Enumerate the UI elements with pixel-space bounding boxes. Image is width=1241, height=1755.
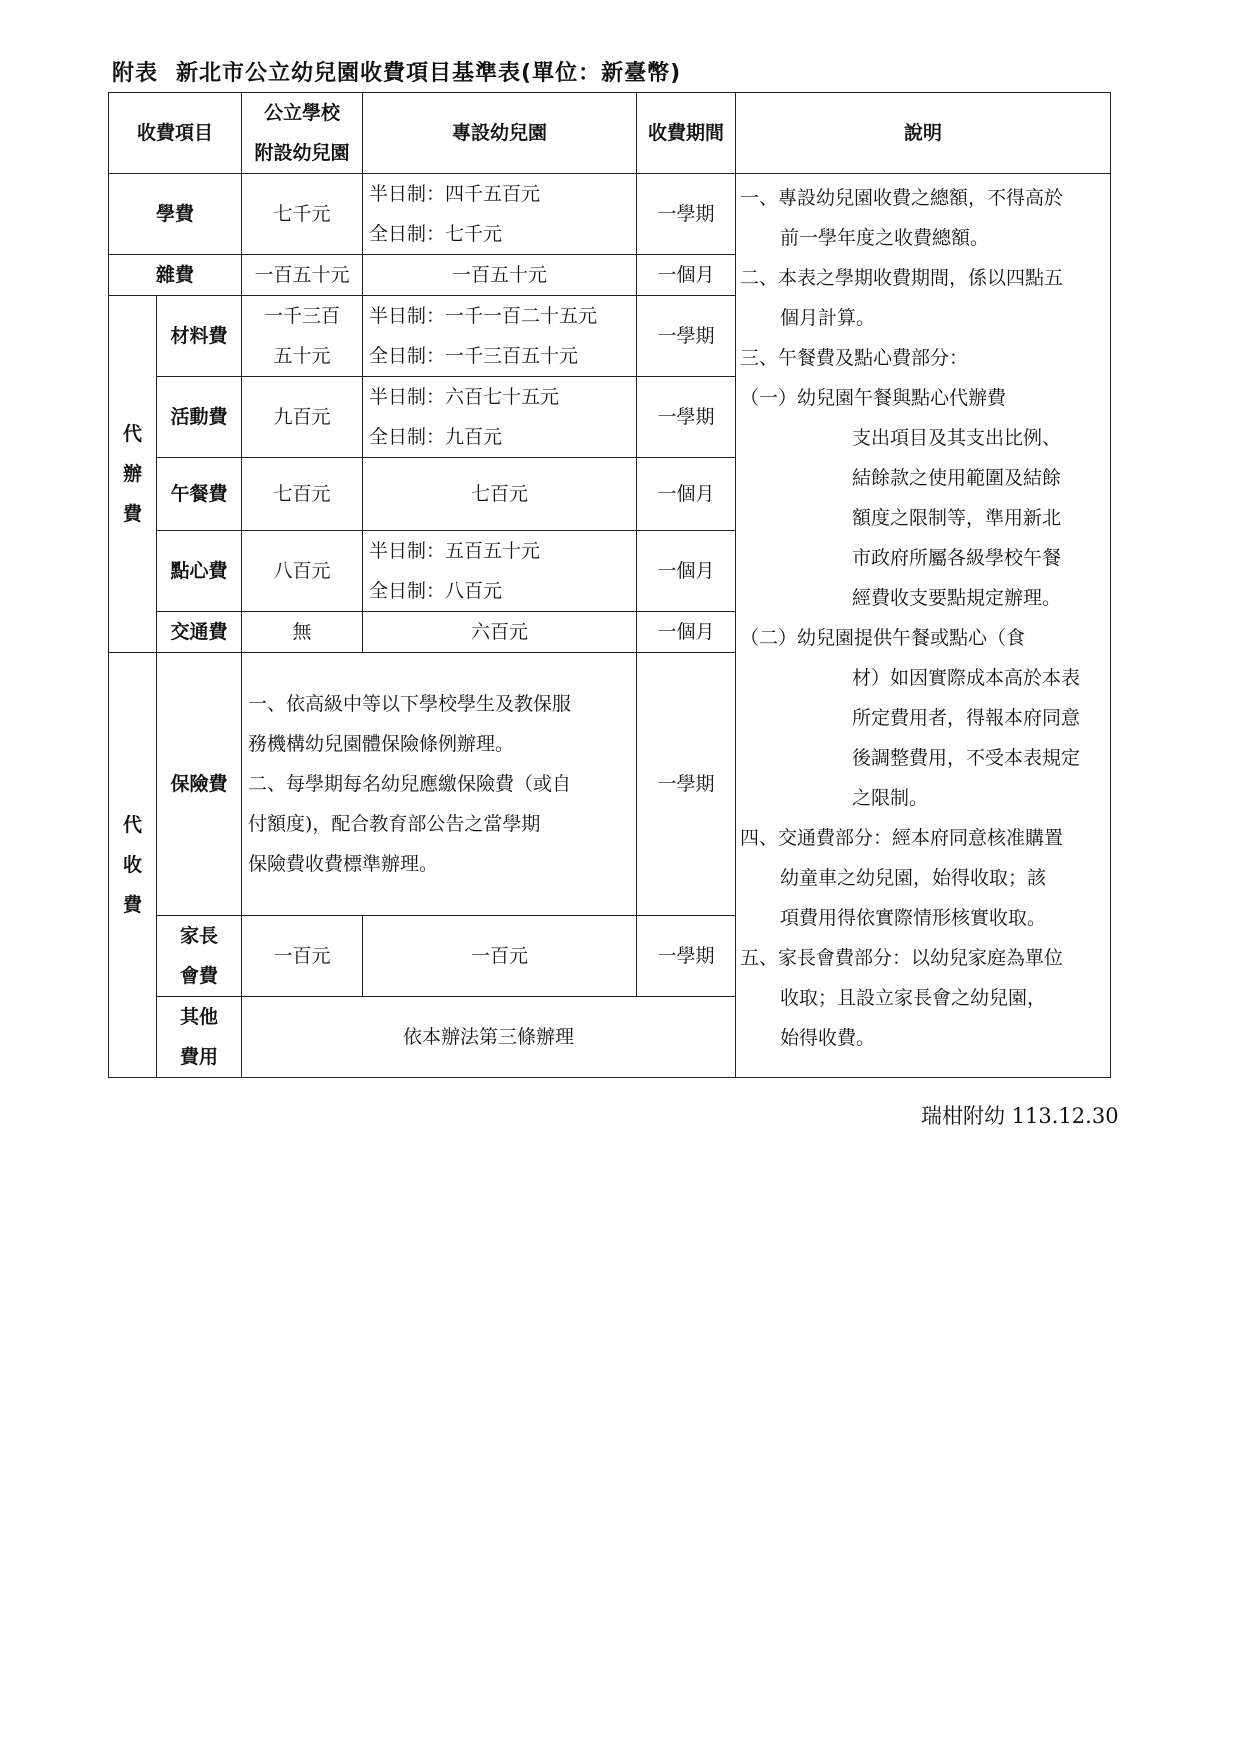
footer-date: 瑞柑附幼 113.12.30 [921, 1104, 1119, 1128]
parents-public: 一百元 [242, 916, 363, 997]
activity-dedicated: 半日制：六百七十五元 全日制：九百元 [363, 377, 637, 458]
note-4: 四、交通費部分：經本府同意核准購置 幼童車之幼兒園，始得收取；該 項費用得依實際情形核實收取。 [740, 827, 1064, 929]
activity-period: 一學期 [637, 377, 736, 458]
header-row [109, 93, 1111, 174]
header-dedicated: 專設幼兒園 [363, 93, 637, 174]
note-5: 五、家長會費部分：以幼兒家庭為單位 收取；且設立家長會之幼兒園， 始得收費。 [740, 947, 1064, 1049]
misc-period: 一個月 [637, 255, 736, 296]
note-3: 三、午餐費及點心費部分： [740, 347, 969, 369]
group-daishou: 代 收 費 [109, 653, 157, 1078]
group-daiban: 代 辦 費 [109, 296, 157, 653]
lunch-dedicated: 七百元 [363, 458, 637, 531]
material-public: 一千三百 五十元 [242, 296, 363, 377]
misc-public: 一百五十元 [242, 255, 363, 296]
item-parents: 家長 會費 [157, 916, 242, 997]
title-label: 附表 [112, 61, 159, 86]
transport-public: 無 [242, 612, 363, 653]
item-transport: 交通費 [157, 612, 242, 653]
note-1: 一、專設幼兒園收費之總額，不得高於 前一學年度之收費總額。 [740, 187, 1064, 249]
snack-period: 一個月 [637, 531, 736, 612]
material-period: 一學期 [637, 296, 736, 377]
item-snack: 點心費 [157, 531, 242, 612]
insurance-text: 一、依高級中等以下學校學生及教保服 務機構幼兒園體保險條例辦理。 二、每學期每名幼兒應繳保險費（或自 付額度)，配合教育部公告之當學期 保險費收費標準辦理。 [242, 653, 637, 916]
table-row-tuition [109, 174, 1111, 255]
misc-dedicated: 一百五十元 [363, 255, 637, 296]
header-public: 公立學校 附設幼兒園 [242, 93, 363, 174]
item-lunch: 午餐費 [157, 458, 242, 531]
item-tuition: 學費 [109, 174, 242, 255]
header-period: 收費期間 [637, 93, 736, 174]
header-item: 收費項目 [109, 93, 242, 174]
item-material: 材料費 [157, 296, 242, 377]
note-3-1: （一）幼兒園午餐與點心代辦費 支出項目及其支出比例、 結餘款之使用範圍及結餘 額度之限制等，準用新北 市政府所屬各級學校午餐 經費收支要點規定辦理。 [740, 387, 1062, 609]
notes-cell [736, 174, 1111, 1078]
item-other: 其他 費用 [157, 997, 242, 1078]
snack-dedicated: 半日制：五百五十元 全日制：八百元 [363, 531, 637, 612]
note-2: 二、本表之學期收費期間，係以四點五 個月計算。 [740, 267, 1064, 329]
document-title [112, 56, 681, 87]
transport-period: 一個月 [637, 612, 736, 653]
insurance-period: 一學期 [637, 653, 736, 916]
tuition-dedicated: 半日制：四千五百元 全日制：七千元 [363, 174, 637, 255]
fee-table [108, 92, 1111, 1078]
header-notes: 說明 [736, 93, 1111, 174]
other-text: 依本辦法第三條辦理 [242, 997, 736, 1078]
tuition-period: 一學期 [637, 174, 736, 255]
transport-dedicated: 六百元 [363, 612, 637, 653]
snack-public: 八百元 [242, 531, 363, 612]
title-text: 新北市公立幼兒園收費項目基準表(單位：新臺幣) [176, 61, 682, 86]
lunch-public: 七百元 [242, 458, 363, 531]
parents-period: 一學期 [637, 916, 736, 997]
item-insurance: 保險費 [157, 653, 242, 916]
item-misc: 雜費 [109, 255, 242, 296]
parents-dedicated: 一百元 [363, 916, 637, 997]
tuition-public: 七千元 [242, 174, 363, 255]
material-dedicated: 半日制：一千一百二十五元 全日制：一千三百五十元 [363, 296, 637, 377]
note-3-2: （二）幼兒園提供午餐或點心（食 材）如因實際成本高於本表 所定費用者，得報本府同意 後調整費用，不受本表規定 之限制。 [740, 627, 1081, 809]
activity-public: 九百元 [242, 377, 363, 458]
lunch-period: 一個月 [637, 458, 736, 531]
item-activity: 活動費 [157, 377, 242, 458]
